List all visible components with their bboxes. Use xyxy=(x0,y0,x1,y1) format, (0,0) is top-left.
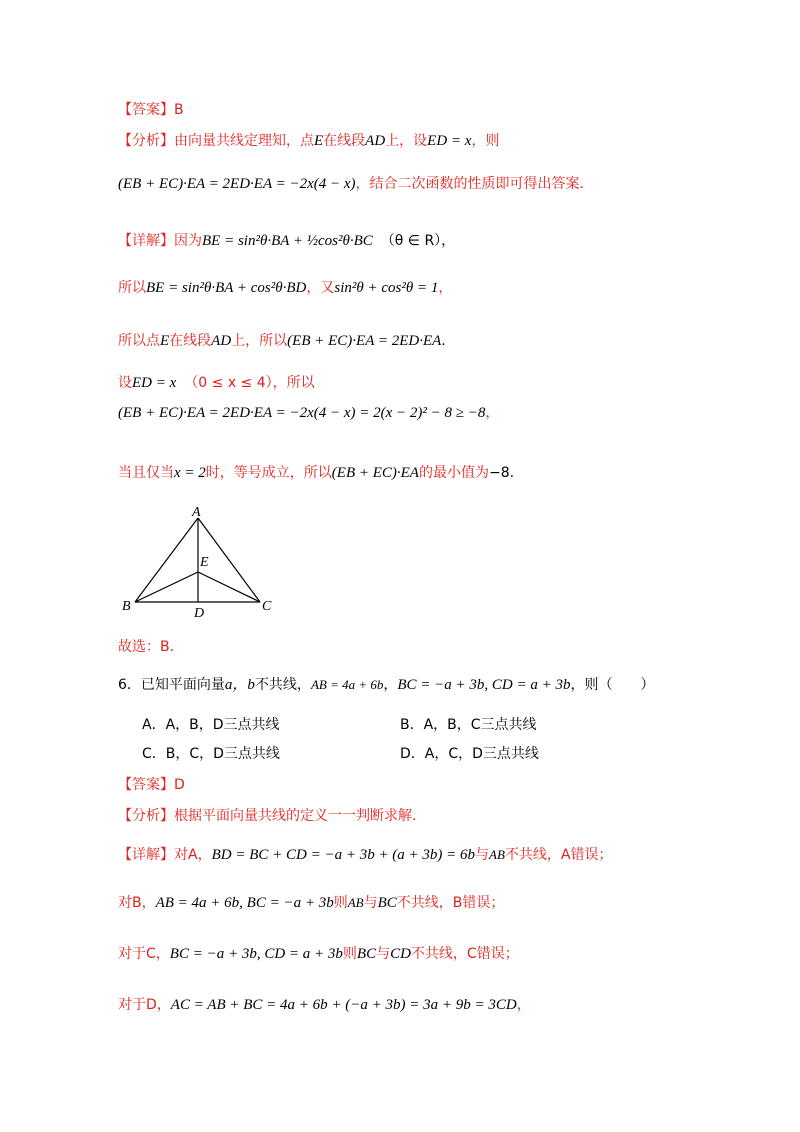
detail-text: 所以点 xyxy=(118,333,160,349)
detail-text: 对A， xyxy=(174,847,212,863)
detail-text: 时，等号成立，所以 xyxy=(205,465,332,481)
math-expr: AB = 4a + 6b xyxy=(310,677,384,692)
answer-line xyxy=(118,100,184,120)
math-var: E xyxy=(160,333,170,349)
detail-line-1 xyxy=(118,231,455,251)
math-expr: BE = sin²θ·BA + ½cos²θ·BC xyxy=(202,233,373,249)
question-text: ， xyxy=(383,677,398,693)
question-6 xyxy=(118,675,655,695)
detail-text: ，又 xyxy=(306,280,335,296)
detail2-line-a xyxy=(118,845,613,865)
detail-text: 所以 xyxy=(118,280,146,296)
detail-text: ， xyxy=(485,405,500,421)
edge-ce xyxy=(198,572,260,602)
math-expr: (EB + EC)·EA = 2ED·EA xyxy=(287,333,442,349)
math-expr: AB = 4a + 6b, BC = −a + 3b xyxy=(155,895,334,911)
analysis-label: 【分析】 xyxy=(118,808,174,824)
detail-label: 【详解】 xyxy=(118,233,174,249)
math-expr: ED = x xyxy=(132,375,177,391)
detail-text: 当且仅当 xyxy=(118,465,174,481)
detail-text: ， xyxy=(516,997,531,1013)
analysis-line-3 xyxy=(118,806,416,826)
math-var: a，b xyxy=(224,677,255,693)
detail-text: 与 xyxy=(363,895,378,911)
point-c-label: C xyxy=(262,599,272,614)
choose-line: 故选：B. xyxy=(118,639,175,655)
option-a: A．A，B，D三点共线 xyxy=(142,717,280,733)
detail-text: 在线段 xyxy=(169,333,212,349)
analysis-text: 在线段 xyxy=(323,133,366,149)
analysis-text: ，结合二次函数的性质即可得出答案. xyxy=(355,176,584,192)
answer-line-2 xyxy=(118,775,185,795)
question-text: ，则（ ） xyxy=(570,677,655,693)
analysis-line-2 xyxy=(118,174,584,194)
analysis-text: ，则 xyxy=(471,133,500,149)
detail-text: 的最小值为 xyxy=(418,465,489,481)
detail-text: 对于D， xyxy=(118,997,171,1013)
math-expr: BC xyxy=(377,895,397,911)
math-expr: (EB + EC)·EA = 2ED·EA = −2x(4 − x) xyxy=(118,176,356,192)
answer-value: B xyxy=(174,102,184,118)
detail-line-2 xyxy=(118,278,452,298)
detail-text: 不共线，B错误； xyxy=(396,895,505,911)
analysis-text: 根据平面向量共线的定义一一判断求解. xyxy=(174,808,417,824)
detail-text: 设 xyxy=(118,375,132,391)
detail2-line-b xyxy=(118,893,504,913)
answer-value: D xyxy=(174,777,185,793)
detail-line-3 xyxy=(118,331,446,351)
math-var: AD xyxy=(365,133,386,149)
detail2-line-d xyxy=(118,995,531,1015)
math-expr: x = 2 xyxy=(174,465,206,481)
detail-text: 则 xyxy=(333,895,348,911)
math-expr: (EB + EC)·EA = 2ED·EA = −2x(4 − x) = 2(x − 2)² − 8 ≥ −8 xyxy=(118,405,486,421)
option-b: B．A，B，C三点共线 xyxy=(400,717,537,733)
math-expr: AB xyxy=(489,847,505,862)
math-expr: BC = −a + 3b, CD = a + 3b xyxy=(169,946,343,962)
math-expr: CD xyxy=(390,946,411,962)
math-expr: (EB + EC)·EA xyxy=(331,465,419,481)
detail-label: 【详解】 xyxy=(118,847,174,863)
option-d: D．A，C，D三点共线 xyxy=(400,746,539,762)
detail-line-6 xyxy=(118,463,514,483)
math-condition: （θ ∈ R）， xyxy=(380,233,456,249)
detail-line-5 xyxy=(118,403,499,423)
math-expr: BC xyxy=(356,946,377,962)
triangle-figure xyxy=(110,500,290,625)
point-d-label: D xyxy=(194,606,205,621)
math-condition: （0 ≤ x ≤ 4），所以 xyxy=(184,375,315,391)
point-e-label: E xyxy=(200,555,209,570)
math-expr: AB xyxy=(347,895,364,910)
math-expr: BD = BC + CD = −a + 3b + (a + 3b) = 6b xyxy=(211,847,476,863)
detail2-line-c xyxy=(118,944,519,964)
detail-text: 对B， xyxy=(118,895,156,911)
detail-text: 与 xyxy=(475,847,490,863)
detail-text: . xyxy=(441,333,446,349)
detail-line-4 xyxy=(118,373,315,393)
answer-label: 【答案】 xyxy=(118,102,174,118)
math-expr: sin²θ + cos²θ = 1 xyxy=(334,280,439,296)
analysis-label: 【分析】 xyxy=(118,133,174,149)
detail-text: 对于C， xyxy=(118,946,170,962)
answer-label: 【答案】 xyxy=(118,777,174,793)
analysis-text: 由向量共线定理知，点 xyxy=(174,133,314,149)
math-var: AD xyxy=(211,333,232,349)
question-text: 6．已知平面向量 xyxy=(118,677,225,693)
math-expr: BE = sin²θ·BA + cos²θ·BD xyxy=(146,280,307,296)
edge-ab xyxy=(135,518,198,602)
math-value: −8. xyxy=(488,465,515,481)
analysis-text: 上，设 xyxy=(385,133,428,149)
detail-text: ， xyxy=(438,280,453,296)
detail-text: 上，所以 xyxy=(231,333,288,349)
math-expr: ED = x xyxy=(427,133,472,149)
math-expr: AC = AB + BC = 4a + 6b + (−a + 3b) = 3a + 9b = 3CD xyxy=(170,997,517,1013)
math-var: E xyxy=(314,133,324,149)
detail-text: 则 xyxy=(342,946,357,962)
analysis-line-1 xyxy=(118,131,499,151)
edge-be xyxy=(135,572,198,602)
detail-text: 因为 xyxy=(174,233,202,249)
math-expr: BC = −a + 3b, CD = a + 3b xyxy=(397,677,571,693)
point-b-label: B xyxy=(122,599,131,614)
question-text: 不共线， xyxy=(254,677,311,693)
option-c: C．B，C，D三点共线 xyxy=(142,746,280,762)
detail-text: 不共线，A错误； xyxy=(504,847,613,863)
detail-text: 不共线，C错误； xyxy=(410,946,519,962)
detail-text: 与 xyxy=(376,946,391,962)
point-a-label: A xyxy=(192,505,201,520)
